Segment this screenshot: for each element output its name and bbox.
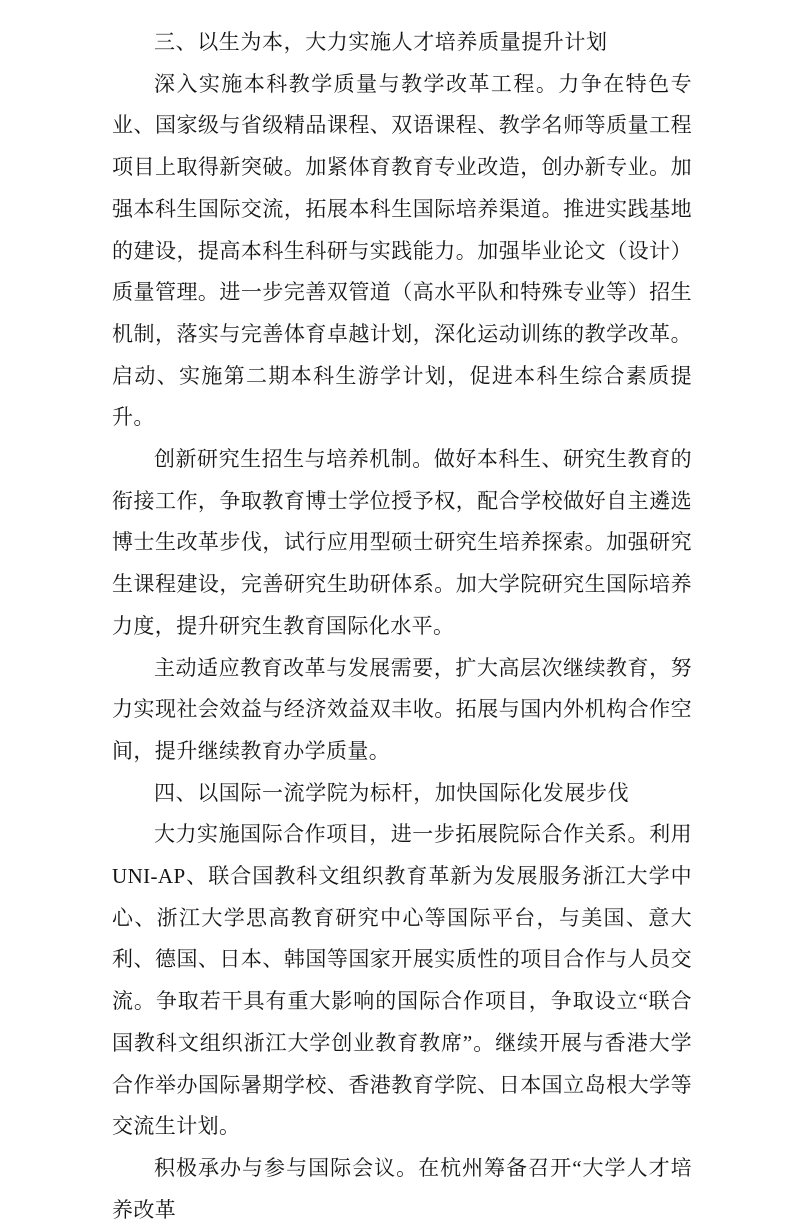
section-heading-4: 四、以国际一流学院为标杆，加快国际化发展步伐 <box>154 780 630 805</box>
section-heading-3: 三、以生为本，大力实施人才培养质量提升计划 <box>154 30 608 54</box>
paragraph: 主动适应教育改革与发展需要，扩大高层次继续教育，努力实现社会效益与经济效益双丰收。拓展与国内外机构合作空间，提升继续教育办学质量。 <box>112 655 692 763</box>
paragraph: 积极承办与参与国际会议。在杭州筹备召开“大学人才培养改革 <box>112 1155 692 1222</box>
paragraph: 深入实施本科教学质量与教学改革工程。力争在特色专业、国家级与省级精品课程、双语课程、教学名师等质量工程项目上取得新突破。加紧体育教育专业改造，创办新专业。加强本科生国际交流，拓展本科生国际培养渠道。推进实践基地的建设，提高本科生科研与实践能力。加强毕业论文（设计）质量管理。进一步完善双管道（高水平队和特殊专业等）招生机制，落实与完善体育卓越计划，深化运动训练的教学改革。启动、实施第二期本科生游学计划，促进本科生综合素质提升。 <box>112 71 692 430</box>
paragraph: 创新研究生招生与培养机制。做好本科生、研究生教育的衔接工作，争取教育博士学位授予权，配合学校做好自主遴选博士生改革步伐，试行应用型硕士研究生培养探索。加强研究生课程建设，完善研究生助研体系。加大学院研究生国际培养力度，提升研究生教育国际化水平。 <box>112 447 692 638</box>
document-text-block <box>112 22 692 1231</box>
paragraph: 大力实施国际合作项目，进一步拓展院际合作关系。利用 UNI-AP、联合国教科文组织教育革新为发展服务浙江大学中心、浙江大学思高教育研究中心等国际平台，与美国、意大利、德国、日本、韩国等国家开展实质性的项目合作与人员交流。争取若干具有重大影响的国际合作项目，争取设立“联合国教科文组织浙江大学创业教育教席”。继续开展与香港大学合作举办国际暑期学校、香港教育学院、日本国立岛根大学等交流生计划。 <box>112 822 692 1139</box>
